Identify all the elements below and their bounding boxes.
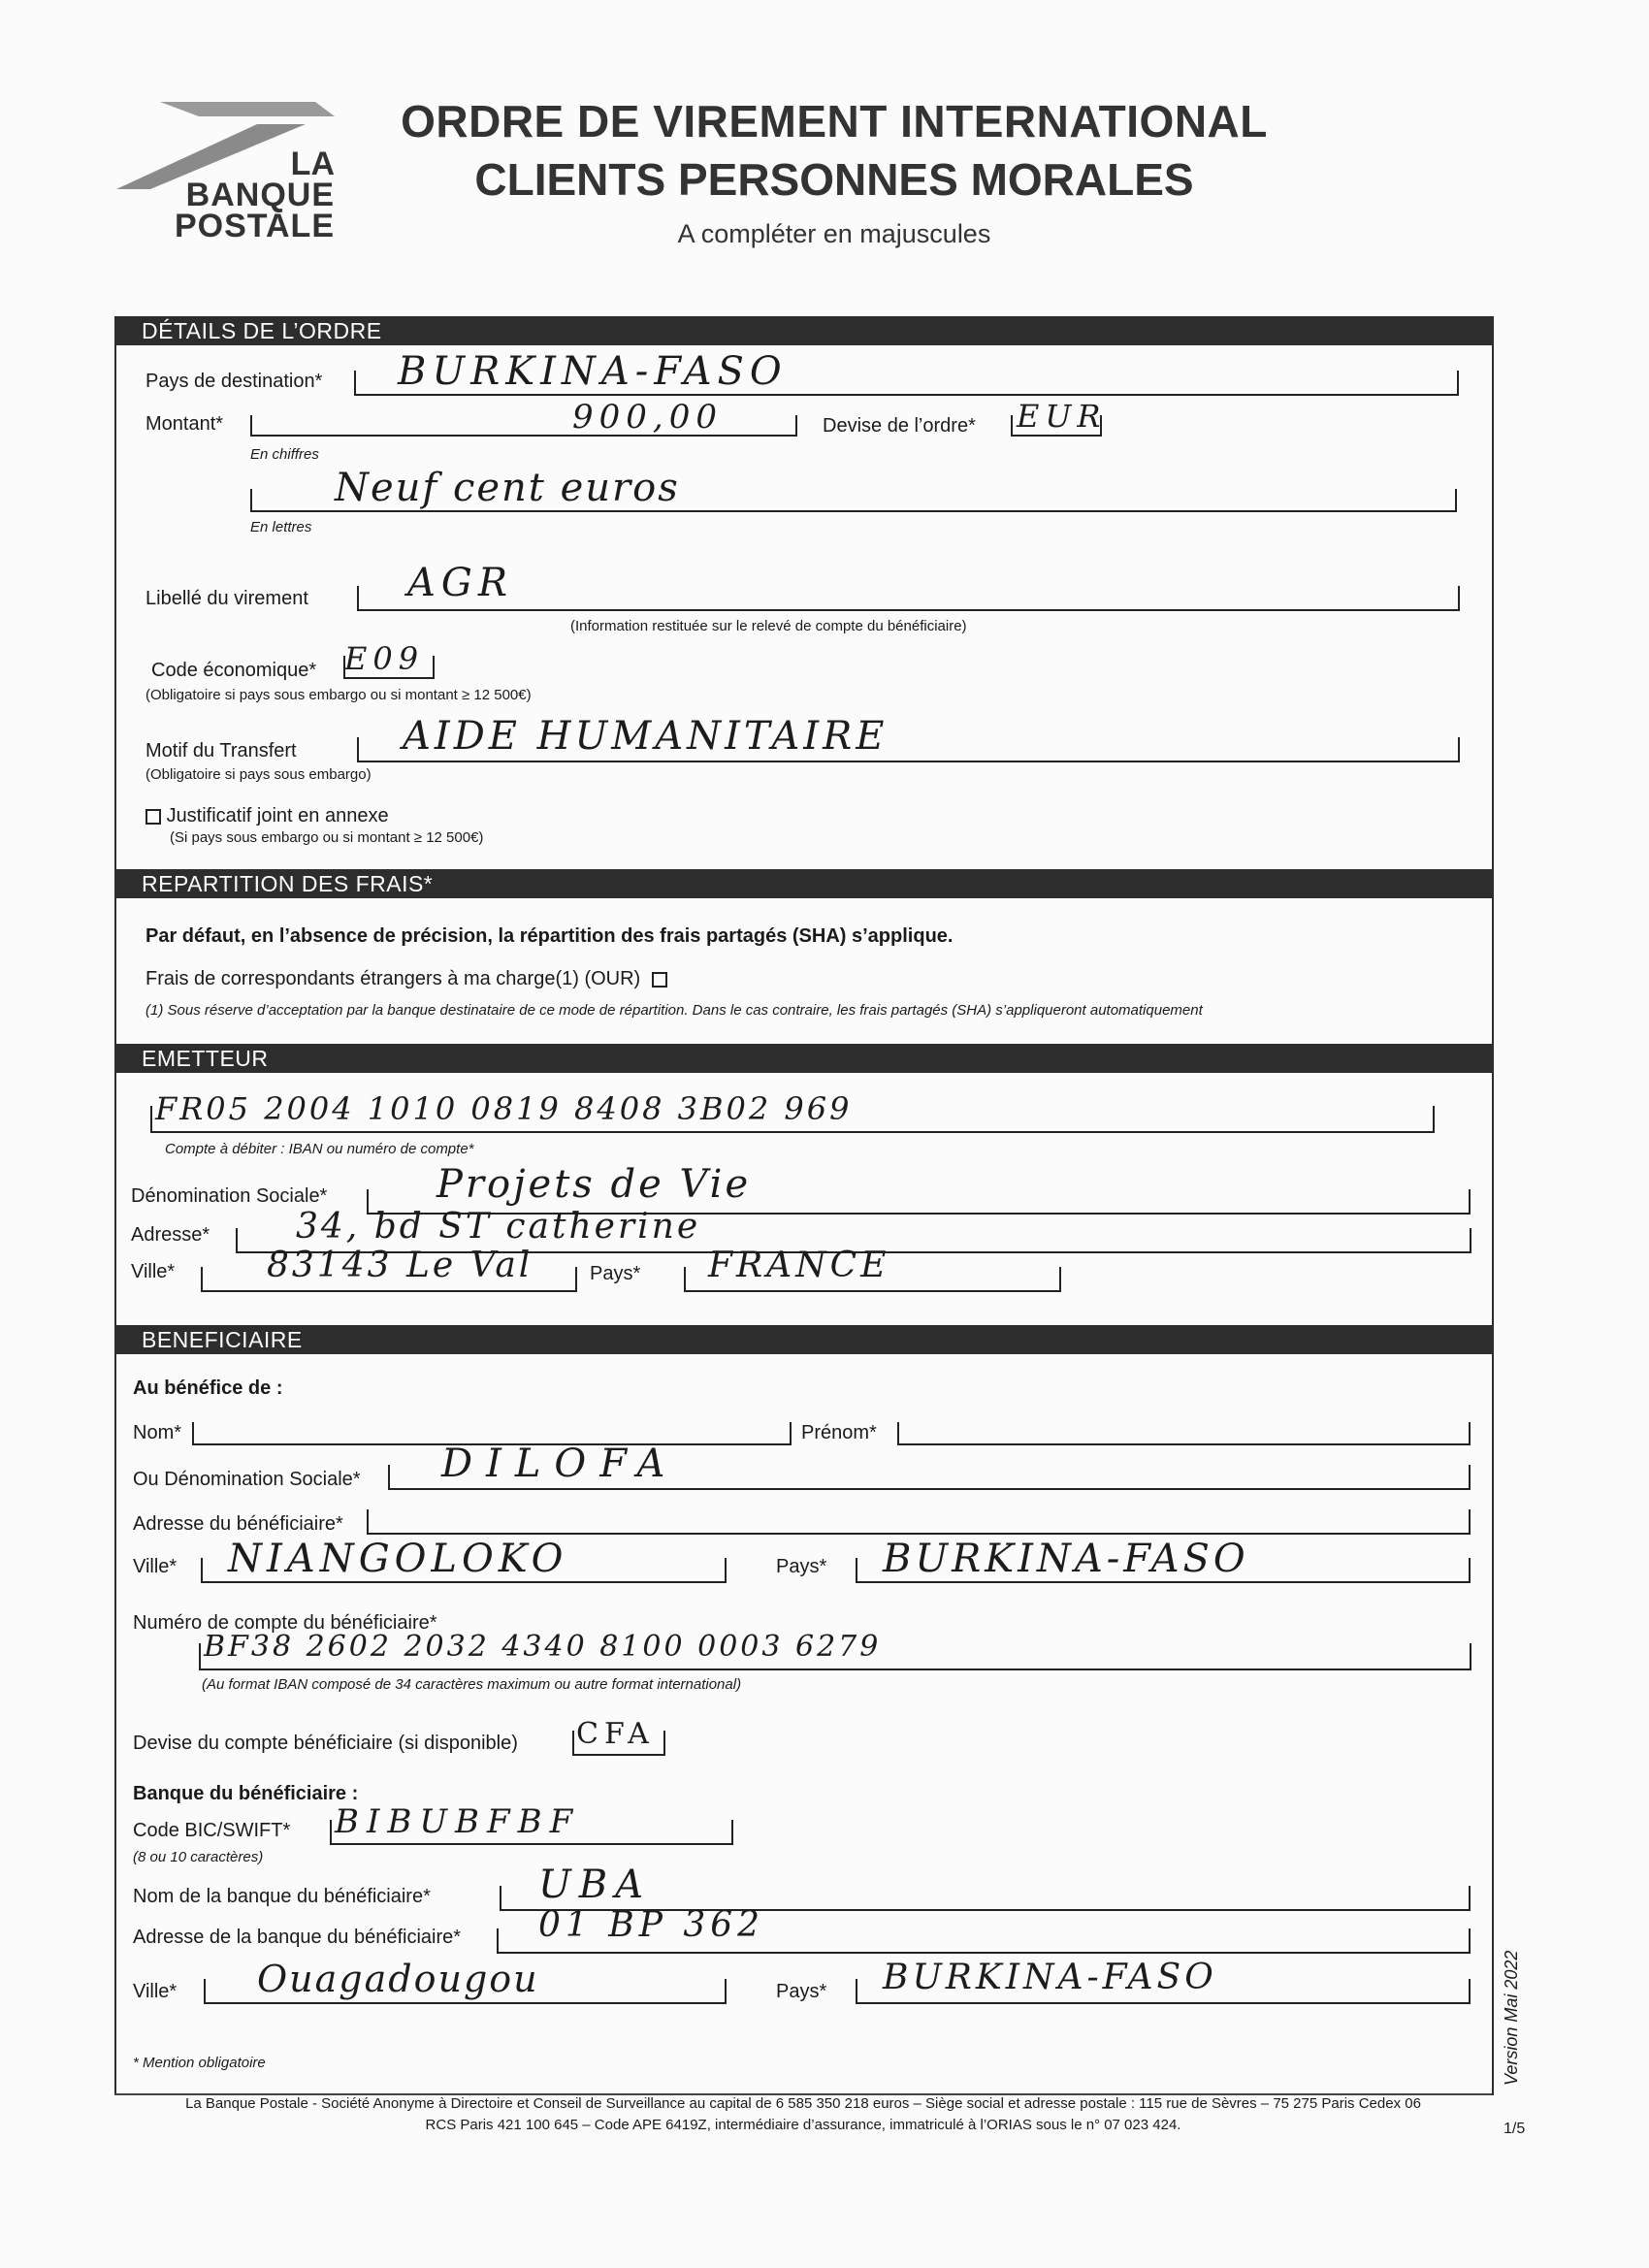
motif-label: Motif du Transfert — [146, 740, 297, 761]
banque-benef-title: Banque du bénéficiaire : — [133, 1783, 359, 1804]
benef-ville-label: Ville* — [133, 1556, 178, 1577]
benef-compte-label: Numéro de compte du bénéficiaire* — [133, 1612, 437, 1634]
benef-denom-label: Ou Dénomination Sociale* — [133, 1469, 361, 1490]
emetteur-adresse-value: 34, bd ST catherine — [296, 1207, 701, 1247]
justificatif-note: (Si pays sous embargo ou si montant ≥ 12 500€) — [170, 829, 484, 846]
frais-note: (1) Sous réserve d’acceptation par la banque destinataire de ce mode de répartition. Dans le cas contraire, les frais partagés (SHA) s’appliqueront automatiquement — [146, 1002, 1203, 1019]
bic-value: BIBUBFBF — [335, 1802, 581, 1841]
bic-hint: (8 ou 10 caractères) — [133, 1849, 264, 1865]
frais-our-label: Frais de correspondants étrangers à ma charge(1) (OUR) — [146, 968, 641, 989]
emetteur-pays-label: Pays* — [590, 1263, 641, 1284]
justificatif-label: Justificatif joint en annexe — [166, 805, 389, 826]
benef-prenom-label: Prénom* — [801, 1422, 877, 1443]
libelle-label: Libellé du virement — [146, 588, 308, 609]
banque-pays-label: Pays* — [776, 1981, 827, 2002]
emetteur-iban-value: FR05 2004 1010 0819 8408 3B02 969 — [155, 1090, 853, 1127]
libelle-note: (Information restituée sur le relevé de compte du bénéficiaire) — [570, 618, 967, 634]
benef-compte-hint: (Au format IBAN composé de 34 caractères maximum ou autre format international) — [202, 1676, 742, 1693]
code-economique-value: E09 — [344, 640, 425, 677]
version-label: Version Mai 2022 — [1502, 1950, 1521, 2086]
emetteur-adresse-label: Adresse* — [131, 1224, 210, 1246]
code-economique-label: Code économique* — [151, 660, 317, 681]
banque-adresse-value: 01 BP 362 — [538, 1905, 765, 1945]
banque-ville-label: Ville* — [133, 1981, 178, 2002]
devise-ordre-value: EUR — [1017, 398, 1107, 435]
benef-devise-label: Devise du compte bénéficiaire (si disponible) — [133, 1733, 518, 1754]
banque-ville-value: Ouagadougou — [257, 1958, 539, 2000]
benef-adresse-field[interactable] — [367, 1509, 1471, 1535]
motif-note: (Obligatoire si pays sous embargo) — [146, 766, 372, 783]
banque-nom-label: Nom de la banque du bénéficiaire* — [133, 1886, 431, 1907]
benef-nom-label: Nom* — [133, 1422, 182, 1443]
benef-denom-value: DILOFA — [441, 1442, 679, 1486]
benef-compte-value: BF38 2602 2032 4340 8100 0003 6279 — [204, 1630, 882, 1664]
au-benefice-de: Au bénéfice de : — [133, 1377, 283, 1399]
bic-label: Code BIC/SWIFT* — [133, 1820, 291, 1841]
pays-destination-label: Pays de destination* — [146, 371, 323, 392]
benef-pays-label: Pays* — [776, 1556, 827, 1577]
benef-prenom-field[interactable] — [897, 1422, 1471, 1445]
mention-obligatoire: * Mention obligatoire — [133, 2055, 266, 2071]
montant-value: 900,00 — [572, 398, 723, 437]
libelle-value: AGR — [407, 561, 513, 605]
logo-text-postale: POSTALE — [174, 208, 335, 244]
montant-lettres-value: Neuf cent euros — [335, 466, 680, 510]
footer-line-1: La Banque Postale - Société Anonyme à Directoire et Conseil de Surveillance au capital de 6 585 350 218 euros – Siège social et adresse postale : 115 rue de Sèvres – 75 275 Paris Cedex 06 — [185, 2095, 1421, 2112]
emetteur-denom-value: Projets de Vie — [436, 1162, 752, 1207]
benef-pays-value: BURKINA-FASO — [883, 1537, 1249, 1581]
montant-lettres-hint: En lettres — [250, 519, 312, 535]
frais-our-row — [146, 968, 667, 990]
justificatif-row — [146, 805, 389, 827]
banque-pays-value: BURKINA-FASO — [883, 1958, 1217, 1997]
logo-text-banque: BANQUE — [185, 177, 335, 213]
emetteur-ville-label: Ville* — [131, 1261, 176, 1282]
montant-label: Montant* — [146, 413, 224, 435]
benef-devise-value: CFA — [576, 1717, 655, 1751]
banque-nom-value: UBA — [538, 1863, 651, 1907]
page-number: 1/5 — [1504, 2121, 1526, 2137]
emetteur-pays-value: FRANCE — [708, 1246, 890, 1285]
motif-value: AIDE HUMANITAIRE — [403, 714, 889, 759]
frais-our-checkbox[interactable] — [652, 972, 667, 988]
benef-adresse-label: Adresse du bénéficiaire* — [133, 1513, 343, 1535]
montant-hint: En chiffres — [250, 446, 319, 463]
page-title — [291, 95, 1377, 249]
devise-ordre-label: Devise de l’ordre* — [823, 415, 976, 437]
libelle-field[interactable] — [357, 586, 1460, 611]
emetteur-ville-value: 83143 Le Val — [267, 1246, 534, 1285]
logo-text-la: LA — [290, 146, 335, 182]
frais-default-text: Par défaut, en l’absence de précision, la répartition des frais partagés (SHA) s’applique. — [146, 925, 954, 947]
title-line-2: CLIENTS PERSONNES MORALES — [474, 154, 1194, 205]
subtitle: A compléter en majuscules — [677, 219, 991, 248]
justificatif-checkbox[interactable] — [146, 809, 161, 825]
section-header-emetteur: EMETTEUR — [114, 1044, 1492, 1073]
emetteur-denom-label: Dénomination Sociale* — [131, 1185, 328, 1207]
benef-ville-value: NIANGOLOKO — [228, 1537, 568, 1581]
code-economique-note: (Obligatoire si pays sous embargo ou si montant ≥ 12 500€) — [146, 687, 532, 703]
title-line-1: ORDRE DE VIREMENT INTERNATIONAL — [401, 96, 1268, 146]
section-header-details: DÉTAILS DE L’ORDRE — [114, 316, 1492, 345]
banque-adresse-label: Adresse de la banque du bénéficiaire* — [133, 1927, 462, 1948]
section-header-beneficiaire: BENEFICIAIRE — [114, 1325, 1492, 1354]
emetteur-iban-hint: Compte à débiter : IBAN ou numéro de compte* — [165, 1141, 474, 1157]
section-header-frais: REPARTITION DES FRAIS* — [114, 869, 1492, 898]
pays-destination-value: BURKINA-FASO — [398, 349, 788, 394]
footer-line-2: RCS Paris 421 100 645 – Code APE 6419Z, intermédiaire d’assurance, immatriculé à l’ORIAS sous le n° 07 023 424. — [425, 2117, 1181, 2133]
